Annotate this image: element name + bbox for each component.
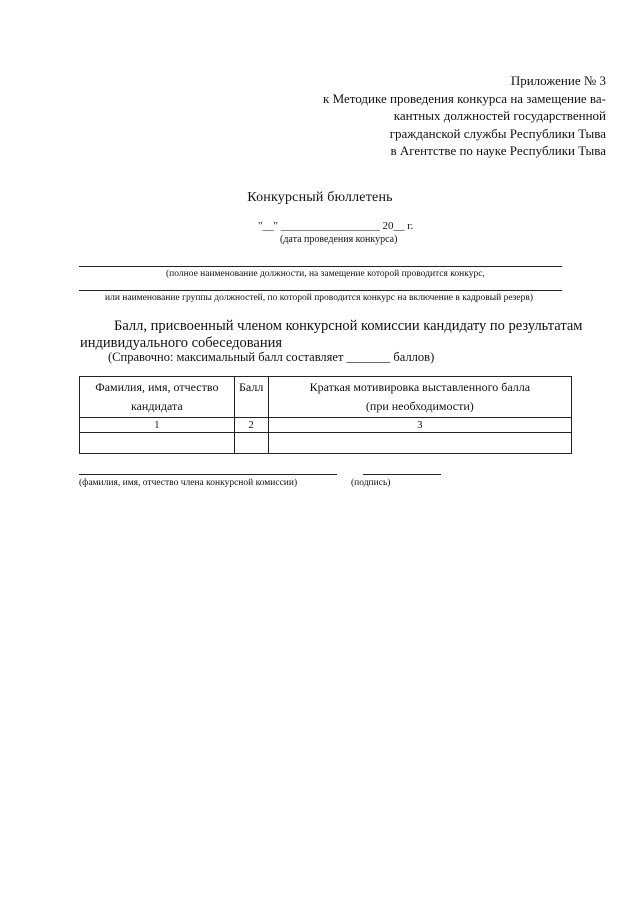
table-header-row (80, 377, 572, 418)
header-motivation (268, 377, 571, 418)
header-candidate-name (80, 377, 235, 418)
header-text: Фамилия, имя, отчество (95, 380, 219, 394)
member-name-line (79, 474, 337, 475)
header-text: Балл (239, 380, 264, 394)
appendix-header (306, 72, 606, 160)
position-line-1 (79, 266, 562, 267)
table-row (80, 433, 572, 454)
table-number-row (80, 418, 572, 433)
header-text: (при необходимости) (365, 399, 474, 413)
column-number: 1 (80, 418, 235, 433)
signature-line (363, 474, 441, 475)
appendix-line: к Методике проведения конкурса на замещение ва- (323, 90, 606, 106)
position-caption-1: (полное наименование должности, на замещение которой проводится конкурс, (166, 269, 485, 279)
appendix-line: гражданской службы Республики Тыва (389, 125, 606, 141)
section-title: Балл, присвоенный членом конкурсной комиссии кандидату по результатам индивидуального собеседования (80, 318, 583, 351)
appendix-number: Приложение № 3 (510, 73, 606, 88)
signature-caption: (подпись) (351, 478, 391, 488)
appendix-line: в Агентстве по науке Республики Тыва (390, 143, 606, 158)
appendix-line: кантных должностей государственной (393, 108, 606, 123)
score-cell[interactable] (234, 433, 268, 454)
motivation-cell[interactable] (268, 433, 571, 454)
reference-note: (Справочно: максимальный балл составляет _______ баллов) (108, 350, 435, 364)
column-number: 2 (234, 418, 268, 433)
position-caption-2: или наименование группы должностей, по которой проводится конкурс на включение в кадровый резерв) (105, 293, 534, 303)
document-title: Конкурсный бюллетень (247, 190, 393, 205)
header-text: Краткая мотивировка выставленного балла (309, 380, 531, 394)
date-caption: (дата проведения конкурса) (280, 234, 398, 245)
position-line-2 (79, 290, 562, 291)
header-text: кандидата (130, 399, 183, 413)
member-name-caption: (фамилия, имя, отчество члена конкурсной комиссии) (79, 478, 298, 488)
date-field: "__" __________________ 20__ г. (258, 220, 414, 232)
candidate-name-cell[interactable] (80, 433, 235, 454)
column-number: 3 (268, 418, 571, 433)
header-score (234, 377, 268, 418)
scores-table (79, 376, 572, 454)
